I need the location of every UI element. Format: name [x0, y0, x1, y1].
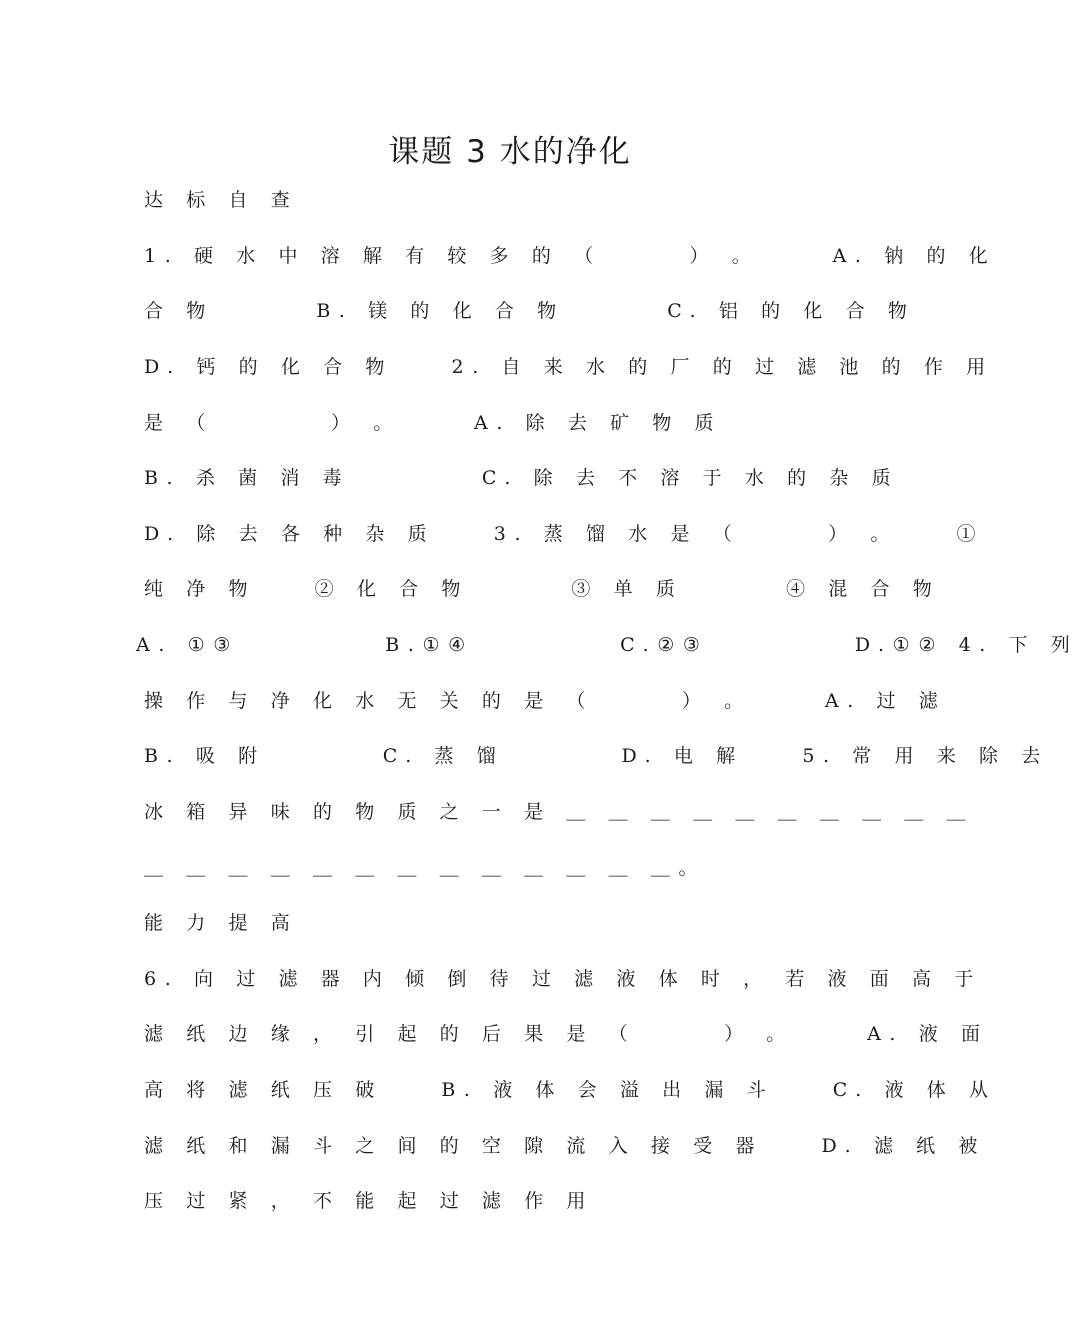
- text-line: D. 钙 的 化 合 物 2. 自 来 水 的 厂 的 过 滤 池 的 作 用: [144, 356, 994, 378]
- text-line: 合 物 B. 镁 的 化 合 物 C. 铝 的 化 合 物: [144, 300, 916, 322]
- document-title: 课题 3 水的净化: [388, 134, 632, 170]
- text-line: 滤 纸 和 漏 斗 之 间 的 空 隙 流 入 接 受 器 D. 滤 纸 被: [144, 1135, 987, 1157]
- text-line: B. 杀 菌 消 毒 C. 除 去 不 溶 于 水 的 杂 质: [144, 467, 900, 489]
- text-line: 冰 箱 异 味 的 物 质 之 一 是 ＿ ＿ ＿ ＿ ＿ ＿ ＿ ＿ ＿ ＿: [144, 801, 975, 823]
- section-heading-standard: 达 标 自 查: [144, 189, 299, 211]
- text-line: 6. 向 过 滤 器 内 倾 倒 待 过 滤 液 体 时 ， 若 液 面 高 于: [144, 968, 982, 990]
- text-line: 是 （ ） 。 A. 除 去 矿 物 质: [144, 412, 723, 434]
- text-line: D. 除 去 各 种 杂 质 3. 蒸 馏 水 是 （ ） 。 ①: [144, 523, 985, 545]
- text-line: B. 吸 附 C. 蒸 馏 D. 电 解 5. 常 用 来 除 去: [144, 745, 1049, 767]
- text-line: A. ①③ B.①④ C.②③ D.①② 4. 下 列: [136, 634, 1078, 656]
- text-line: 纯 净 物 ② 化 合 物 ③ 单 质 ④ 混 合 物: [144, 578, 941, 600]
- text-line: ＿ ＿ ＿ ＿ ＿ ＿ ＿ ＿ ＿ ＿ ＿ ＿ ＿。: [144, 857, 707, 879]
- section-heading-advanced: 能 力 提 高: [144, 912, 299, 934]
- text-line: 1. 硬 水 中 溶 解 有 较 多 的 （ ） 。 A. 钠 的 化: [144, 245, 997, 267]
- text-line: 操 作 与 净 化 水 无 关 的 是 （ ） 。 A. 过 滤: [144, 690, 947, 712]
- text-line: 高 将 滤 纸 压 破 B. 液 体 会 溢 出 漏 斗 C. 液 体 从: [144, 1079, 997, 1101]
- text-line: 压 过 紧 ， 不 能 起 过 滤 作 用: [144, 1190, 594, 1212]
- text-line: 滤 纸 边 缘 ， 引 起 的 后 果 是 （ ） 。 A. 液 面: [144, 1023, 989, 1045]
